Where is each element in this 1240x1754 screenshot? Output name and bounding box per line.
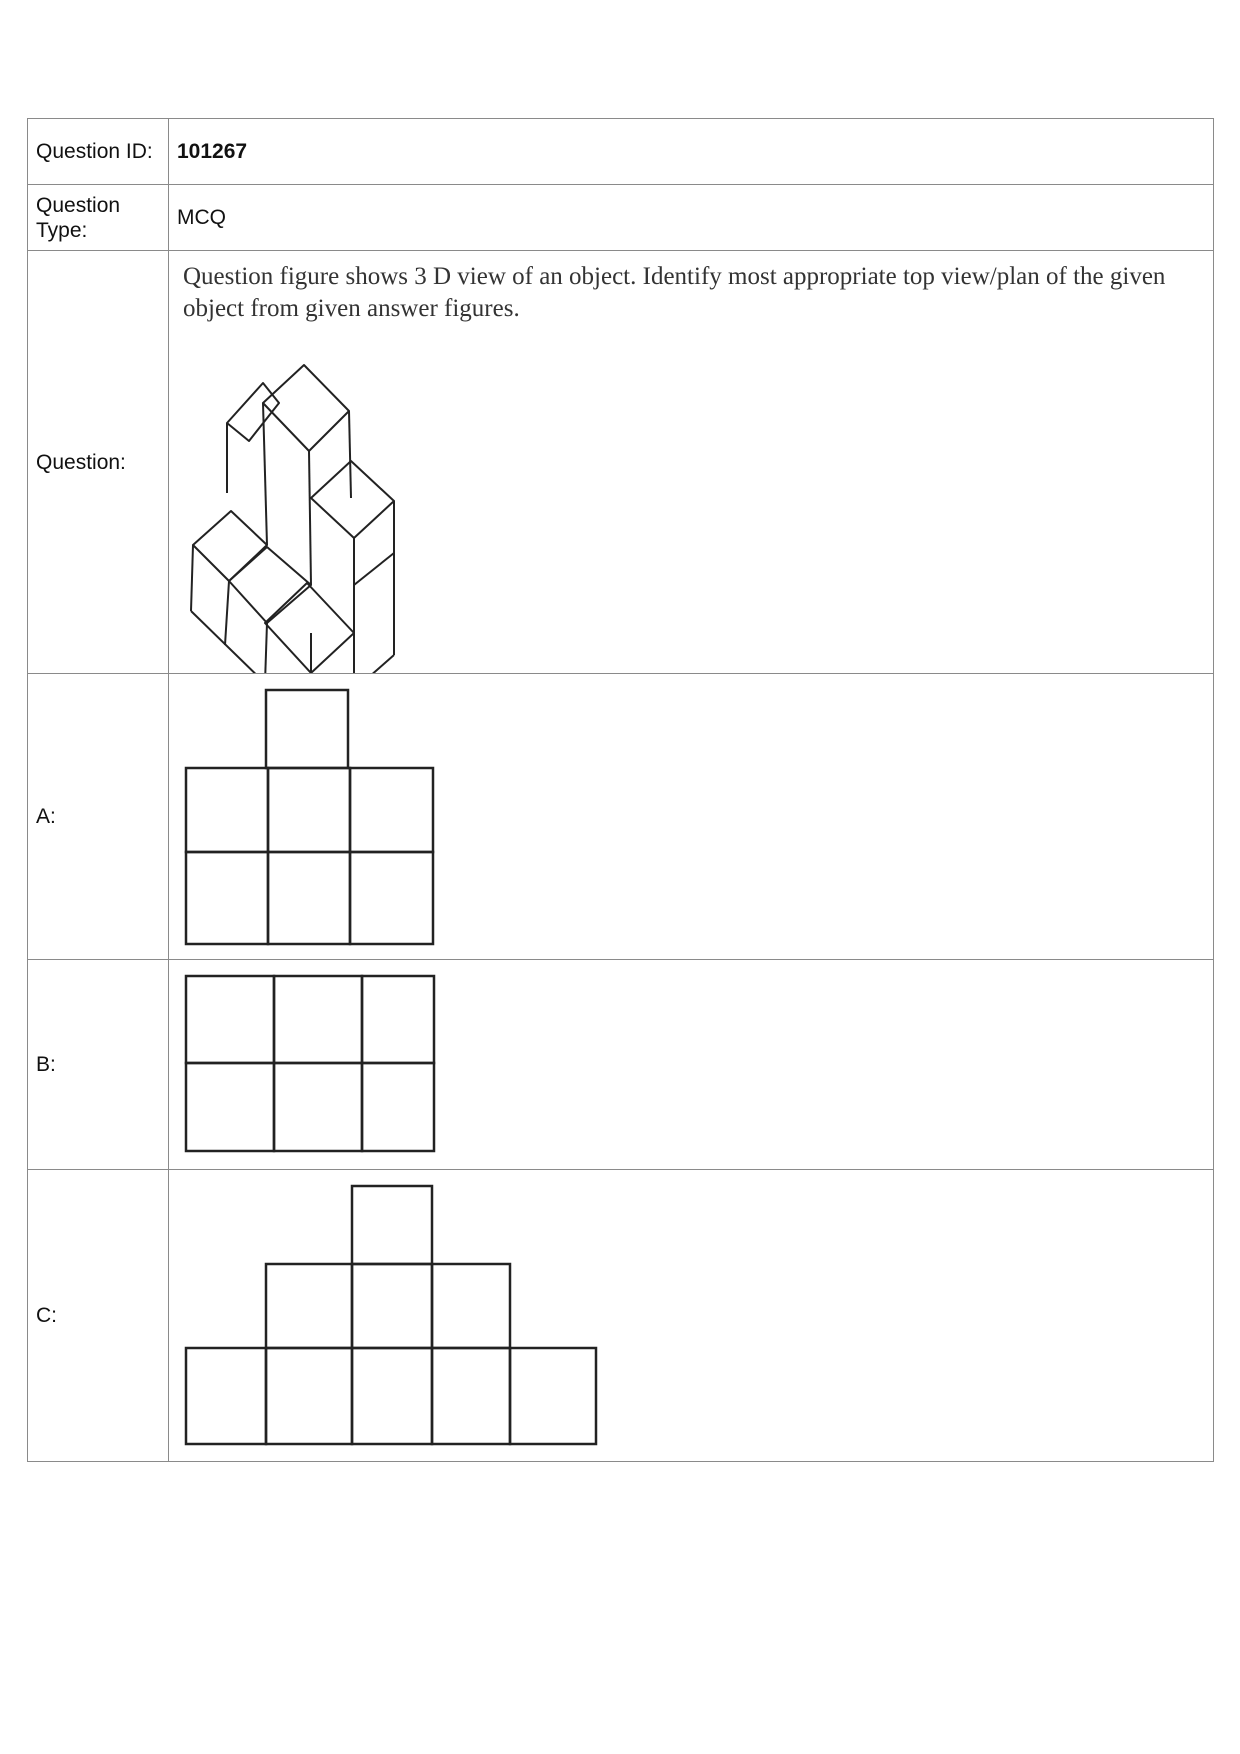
option-c-cell[interactable]: [169, 1170, 1214, 1462]
question-text: Question figure shows 3 D view of an object. Identify most appropriate top view/plan of the given object from given answer figures.: [183, 263, 1166, 322]
question-cell: [169, 251, 1214, 674]
option-a-cell[interactable]: [169, 674, 1214, 960]
question-id-value: 101267: [169, 119, 1214, 185]
option-b-cell[interactable]: [169, 960, 1214, 1170]
question-id-label: Question ID:: [28, 119, 169, 185]
row-option-c: [28, 1170, 1214, 1462]
row-question-id: [28, 119, 1214, 185]
question-table: [27, 118, 1214, 1462]
row-option-b: [28, 960, 1214, 1170]
question-type-label: Question Type:: [28, 185, 169, 251]
question-type-value: MCQ: [169, 185, 1214, 251]
option-b-figure: [184, 974, 444, 1164]
row-question-type: [28, 185, 1214, 251]
option-a-figure: [184, 688, 444, 958]
question-label: Question:: [28, 251, 169, 674]
question-figure-3d: [179, 333, 439, 673]
option-b-label[interactable]: B:: [28, 960, 169, 1170]
row-option-a: [28, 674, 1214, 960]
row-question: [28, 251, 1214, 674]
option-c-label[interactable]: C:: [28, 1170, 169, 1462]
option-a-label[interactable]: A:: [28, 674, 169, 960]
option-c-figure: [184, 1184, 604, 1454]
